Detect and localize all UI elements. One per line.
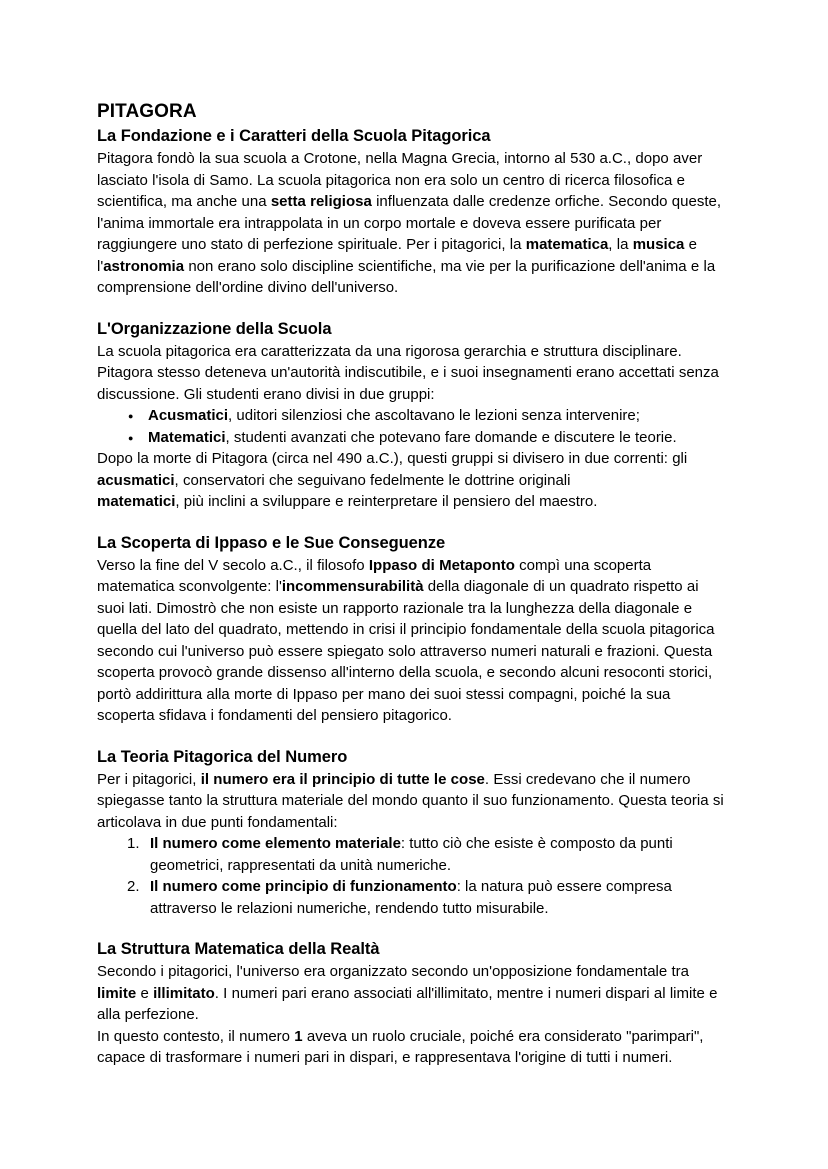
emphasis-text: Il numero come elemento materiale bbox=[150, 835, 401, 852]
section-heading: L'Organizzazione della Scuola bbox=[97, 319, 332, 338]
emphasis-text: acusmatici bbox=[97, 471, 175, 489]
emphasis-text: Ippaso di Metaponto bbox=[368, 556, 515, 574]
emphasis-text: illimitato bbox=[153, 984, 215, 1002]
body-text: Per i pitagorici, bbox=[97, 770, 201, 788]
body-text: : la natura può essere compresa attraverso le relazioni numeriche, rendendo tutto misurabile. bbox=[150, 878, 672, 917]
list-item bbox=[97, 833, 728, 876]
paragraph-teoria-intro bbox=[97, 769, 728, 834]
body-text: Dopo la morte di Pitagora (circa nel 490 a.C.), questi gruppi si divisero in due correnti: gli bbox=[97, 450, 688, 467]
emphasis-text: setta religiosa bbox=[270, 193, 372, 210]
emphasis-text: astronomia bbox=[103, 257, 185, 275]
body-text: In questo contesto, il numero bbox=[97, 1027, 295, 1045]
paragraph-ippaso bbox=[97, 555, 728, 727]
page-title: PITAGORA bbox=[97, 101, 197, 122]
document-section bbox=[97, 533, 728, 727]
section-heading: La Scoperta di Ippaso e le Sue Conseguenze bbox=[97, 533, 446, 552]
body-text: non erano solo discipline scientifiche, ma vie per la purificazione dell'anima e la comprensione dell'ordine divino dell'universo. bbox=[97, 257, 716, 296]
body-text: , studenti avanzati che potevano fare domande e discutere le teorie. bbox=[225, 428, 677, 446]
document-section bbox=[97, 126, 728, 299]
body-text: influenzata dalle credenze orfiche. Secondo queste, l'anima immortale era intrappolata in un corpo mortale e doveva essere purificata per raggiungere uno stato di perfezione spirituale. Per i pitagorici, la bbox=[97, 193, 721, 253]
body-text: Verso la fine del V secolo a.C., il filosofo bbox=[97, 556, 369, 574]
body-text: aveva un ruolo cruciale, poiché era considerato "parimpari", capace di trasformare i numeri pari in dispari, e rappresentava l'origine di tutti i numeri. bbox=[97, 1027, 704, 1066]
emphasis-text: Matematici bbox=[148, 428, 226, 446]
document-section bbox=[97, 319, 728, 513]
section-heading: La Fondazione e i Caratteri della Scuola Pitagorica bbox=[97, 127, 491, 145]
list-gruppi bbox=[97, 405, 728, 448]
paragraph-struttura bbox=[97, 961, 728, 1026]
list-item bbox=[97, 405, 728, 427]
list-punti-fondamentali bbox=[97, 833, 728, 919]
body-text: , conservatori che seguivano fedelmente le dottrine originali bbox=[174, 471, 571, 489]
body-text: e l' bbox=[97, 236, 698, 275]
emphasis-text: il numero era il principio di tutte le cose bbox=[200, 770, 485, 788]
body-text: compì una scoperta matematica sconvolgente: l' bbox=[97, 556, 652, 595]
body-text: La scuola pitagorica era caratterizzata da una rigorosa gerarchia e struttura disciplinare. Pitagora stesso deteneva un'autorità indiscutibile, e i suoi insegnamenti erano accettati senza discussione. Gli studenti erano divisi in due gruppi: bbox=[97, 342, 719, 403]
paragraph-parimpari bbox=[97, 1026, 728, 1069]
paragraph-organizzazione-intro bbox=[97, 341, 728, 406]
body-text: : tutto ciò che esiste è composto da punti geometrici, rappresentati da unità numeriche. bbox=[150, 835, 673, 874]
body-text: e bbox=[136, 984, 154, 1002]
body-text: della diagonale di un quadrato rispetto ai suoi lati. Dimostrò che non esiste un rapporto razionale tra la lunghezza della diagonale e quella del lato del quadrato, mettendo in crisi il principio fondamentale della scuola pitagorica secondo cui l'universo può essere spiegato solo attraverso numeri naturali e frazioni. Questa scoperta provocò grande dissenso all'interno della scuola, e secondo alcuni resoconti storici, portò addirittura alla morte di Ippaso per mano dei suoi stessi compagni, poiché la sua scoperta sfidava i fondamenti del pensiero pitagorico. bbox=[97, 578, 715, 724]
emphasis-text: musica bbox=[632, 236, 685, 253]
emphasis-text: matematici bbox=[97, 493, 176, 510]
paragraph-matematici bbox=[97, 491, 728, 513]
body-text: , uditori silenziosi che ascoltavano le lezioni senza intervenire; bbox=[228, 407, 640, 424]
emphasis-text: Acusmatici bbox=[148, 407, 229, 424]
emphasis-text: incommensurabilità bbox=[281, 578, 424, 595]
emphasis-text: limite bbox=[97, 984, 137, 1002]
body-text: , più inclini a sviluppare e reinterpretare il pensiero del maestro. bbox=[175, 493, 598, 510]
list-item-text bbox=[148, 429, 677, 446]
paragraph-fondazione bbox=[97, 148, 728, 299]
document-body bbox=[97, 126, 728, 1069]
body-text: Pitagora fondò la sua scuola a Crotone, nella Magna Grecia, intorno al 530 a.C., dopo aver lasciato l'isola di Samo. La scuola pitagorica non era solo un centro di ricerca filosofica e scientifica, ma anche una bbox=[97, 150, 703, 210]
emphasis-text: matematica bbox=[525, 236, 609, 253]
body-text: . I numeri pari erano associati all'illimitato, mentre i numeri dispari al limite e alla perfezione. bbox=[97, 984, 718, 1023]
section-heading: La Teoria Pitagorica del Numero bbox=[97, 747, 348, 766]
document-section bbox=[97, 939, 728, 1069]
document-section bbox=[97, 747, 728, 920]
list-item-text bbox=[150, 878, 672, 917]
list-item-text bbox=[150, 835, 673, 874]
list-item bbox=[97, 427, 728, 449]
list-item bbox=[97, 876, 728, 919]
body-text: . Essi credevano che il numero spiegasse tanto la struttura materiale del mondo quanto il suo funzionamento. Questa teoria si articolava in due punti fondamentali: bbox=[97, 770, 724, 831]
paragraph-correnti bbox=[97, 448, 728, 491]
body-text: , la bbox=[608, 236, 633, 253]
list-item-text bbox=[148, 407, 640, 424]
emphasis-text: 1 bbox=[294, 1027, 303, 1045]
emphasis-text: Il numero come principio di funzionamento bbox=[150, 878, 457, 895]
body-text: Secondo i pitagorici, l'universo era organizzato secondo un'opposizione fondamentale tra bbox=[97, 963, 690, 980]
section-heading: La Struttura Matematica della Realtà bbox=[97, 940, 380, 958]
